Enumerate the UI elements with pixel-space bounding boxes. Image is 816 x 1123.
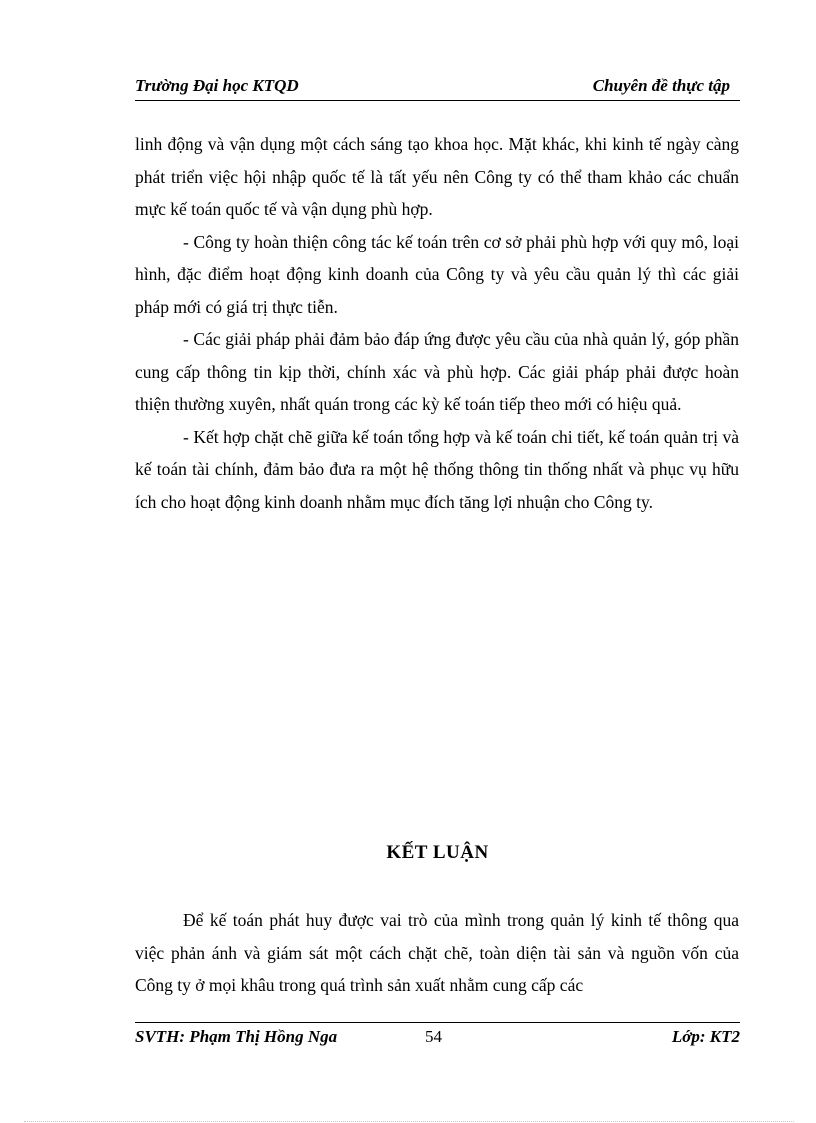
footer-student: SVTH: Phạm Thị Hồng Nga xyxy=(135,1027,338,1046)
page-number: 54 xyxy=(425,1027,442,1046)
conclusion-section xyxy=(135,904,739,1002)
page-edge-divider xyxy=(24,1121,794,1122)
body-paragraph-3: - Các giải pháp phải đảm bảo đáp ứng được yêu cầu của nhà quản lý, góp phần cung cấp thông tin kịp thời, chính xác và phù hợp. Các giải pháp phải được hoàn thiện thường xuyên, nhất quán trong các kỳ kế toán tiếp theo mới có hiệu quả. xyxy=(135,329,739,414)
footer-class: Lớp: KT2 xyxy=(671,1027,740,1046)
body-text xyxy=(135,128,739,518)
page-header xyxy=(135,76,740,101)
conclusion-title: KẾT LUẬN xyxy=(386,842,489,863)
header-school: Trường Đại học KTQD xyxy=(135,76,299,95)
conclusion-paragraph: Để kế toán phát huy được vai trò của mình trong quản lý kinh tế thông qua việc phản ánh và giám sát một cách chặt chẽ, toàn diện tài sản và nguồn vốn của Công ty ở mọi khâu trong quá trình sản xuất nhằm cung cấp các xyxy=(135,910,739,995)
header-report-type: Chuyên đề thực tập xyxy=(592,76,730,95)
body-paragraph-2: - Công ty hoàn thiện công tác kế toán trên cơ sở phải phù hợp với quy mô, loại hình, đặc điểm hoạt động kinh doanh của Công ty và yêu cầu quản lý thì các giải pháp mới có giá trị thực tiễn. xyxy=(135,231,739,317)
body-paragraph-4: - Kết hợp chặt chẽ giữa kế toán tổng hợp và kế toán chi tiết, kế toán quản trị và kế toán tài chính, đảm bảo đưa ra một hệ thống thông tin thống nhất và phục vụ hữu ích cho hoạt động kinh doanh nhằm mục đích tăng lợi nhuận cho Công ty. xyxy=(135,426,739,512)
page-footer xyxy=(135,1022,740,1051)
body-paragraph-1: linh động và vận dụng một cách sáng tạo khoa học. Mặt khác, khi kinh tế ngày càng phát triển việc hội nhập quốc tế là tất yếu nên Công ty có thể tham khảo các chuẩn mực kế toán quốc tế và vận dụng phù hợp. xyxy=(135,134,739,219)
